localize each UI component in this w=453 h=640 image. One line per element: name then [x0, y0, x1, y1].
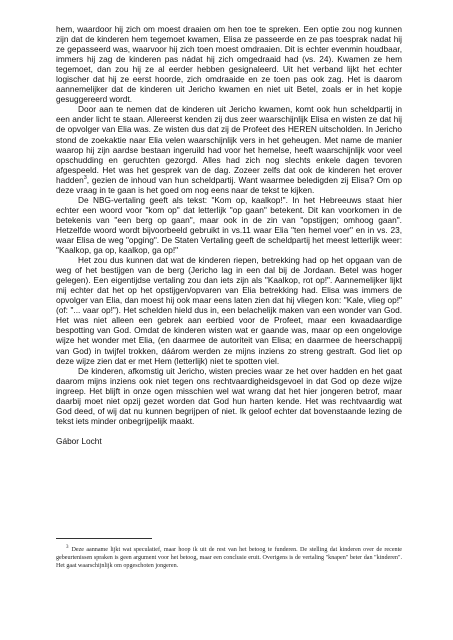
paragraph-2-text: Door aan te nemen dat de kinderen uit Jericho kwamen, komt ook hun scheldpartij in een ander licht te staan. Allereerst kenden zij dus zeer waarschijnlijk Elisa en wisten ze dat hij de opvolger van Elia was. Ze wisten dus dat zij de Profeet des HEREN uitscholden. In Jericho stond de zoekaktie naar Elia velen waarschijnlijk vers in het geheugen. Met name de manier waarop hij zijn aardse bestaan ingeruild had voor het hemelse, heeft waarschijnlijk voor veel opschudding en geruchten gezorgd. Alles had zich nog slechts enkele dagen tevoren afgespeeld. Het was het gesprek van de dag. Zozeer zelfs dat ook de kinderen het erover hadden — [56, 104, 402, 185]
footnote — [56, 546, 402, 570]
paragraph-5: De kinderen, afkomstig uit Jericho, wisten precies waar ze het over hadden en het gaat daarom mijns inziens ook niet tegen ons rechtvaardigheidsgevoel in dat God op deze wijze ingreep. Het blijft in onze ogen misschien wel wat wrang dat het hier jongeren betrof, maar daarbij moet niet opzij gezet worden dat God hun harten kende. Het was rechtvaardig wat God deed, of wij dat nu kunnen begrijpen of niet. Ik geloof echter dat bovenstaande lezing de tekst iets minder onbegrijpelijk maakt. — [56, 365, 402, 426]
paragraph-2 — [56, 104, 402, 194]
footnote-number: 3 — [66, 544, 69, 550]
paragraph-4: Het zou dus kunnen dat wat de kinderen riepen, betrekking had op het opgaan van de weg of het bestijgen van de berg (Jericho lag in een dal bij de Jordaan. Betel was hoger gelegen). Een eigentijdse vertaling zou dan iets zijn als "Kaalkop, rot op!". Aannemelijker lijkt mij echter dat het op het opstijgen/opvaren van Elia betrekking had. Elisa was immers de opvolger van Elia, dan moest hij ook maar eens laten zien dat hij vliegen kon: "Kale, vlieg op!" (of: "... vaar op!"). Het schelden hield dus in, een belachelijk maken van een wonder van God. Het was niet alleen een gebrek aan eerbied voor de Profeet, maar een kwaadaardige bespotting van God. Omdat de kinderen wisten wat er gaande was, maar op een ongelovige wijze het wonder met Elia, (en daarmee de autoriteit van Elisa; en daarmee de heerschappij van God) in twijfel trokken, dáárom werden ze mijns inziens zo streng gestraft. God liet op deze wijze zien dat er met Hem (letterlijk) niet te spotten viel. — [56, 255, 402, 366]
footnote-text: Deze aanname lijkt wat speculatief, maar hoop ik uit de rest van het betoog te funderen. De stelling dat kinderen over de recente gebeurtenissen spraken is geen argument voor het betoog, maar een conclusie eruit. Overigens is de vertaling "knapen" beter dan "kinderen". Het gaat waarschijnlijk om opgeschoten jongeren. — [56, 547, 402, 569]
author-signature: Gábor Locht — [56, 435, 102, 446]
footnote-divider — [56, 538, 152, 539]
footnote-reference[interactable]: 3 — [83, 174, 87, 181]
paragraph-2-text-after: , gezien de inhoud van hun scheldpartij. Want waarmee beledigden zij Elisa? Om op deze vraag in te gaan is het goed om nog eens naar de tekst te kijken. — [56, 174, 402, 195]
paragraph-3: De NBG-vertaling geeft als tekst: "Kom op, kaalkop!". In het Hebreeuws staat hier echter een woord voor "kom op" dat letterlijk "op gaan" betekent. Dit kan voorkomen in de betekenis van "een berg op gaan", maar ook in de zin van "opstijgen; omhoog gaan". Hetzelfde woord wordt bijvoorbeeld gebruikt in vs.11 waar Elia "ten hemel voer" en in vs. 23, waar Elisa de weg "opging". De Staten Vertaling geeft de scheldpartij het meest letterlijk weer: "Kaalkop, ga op, kaalkop, ga op!" — [56, 194, 402, 256]
paragraph-1: hem, waardoor hij zich om moest draaien om hen toe te spreken. Een optie zou nog kunnen zijn dat de kinderen hem tegemoet kwamen, Elisa ze passeerde en ze pas toesprak nadat hij ze gepasseerd was, waarvoor hij zich toen moest omdraaien. Dit is echter evenmin houdbaar, immers hij zag de kinderen pas nádat hij zich omgedraaid had (vs. 24). Kwamen ze hem tegemoet, dan zou hij ze al eerder hebben gesignaleerd. Uit het verband lijkt het echter logischer dat hij ze eerst hoorde, zich omdraaide en ze toen pas ook zag. Het is daarom aannemelijker dat de kinderen uit Jericho kwamen en niet uit Betel, zoals er in het kopje gesuggereerd wordt. — [56, 24, 402, 105]
document-body — [56, 24, 402, 446]
